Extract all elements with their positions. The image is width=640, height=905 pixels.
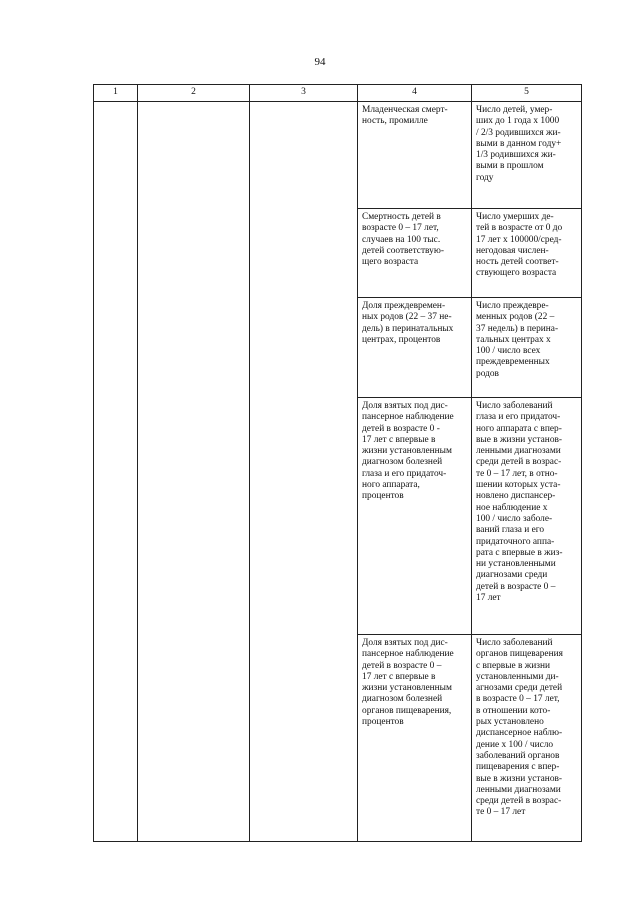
indicators-table	[93, 84, 582, 842]
indicator-cell	[358, 398, 472, 635]
indicator-text: Смертность детей в возрасте 0 – 17 лет, случаев на 100 тыс. детей соответствую- щего возраста	[362, 212, 444, 268]
formula-cell	[472, 102, 582, 209]
col-3-empty-cell	[250, 102, 358, 842]
indicator-cell	[358, 209, 472, 298]
indicator-text: Доля взятых под дис- пансерное наблюдение детей в возрасте 0 – 17 лет с впервые в жизни установленным диагнозом болезней органов пищеварения, процентов	[362, 638, 454, 728]
header-col-3: 3	[250, 85, 358, 102]
header-row	[94, 85, 582, 102]
formula-cell	[472, 398, 582, 635]
header-col-5: 5	[472, 85, 582, 102]
header-col-4: 4	[358, 85, 472, 102]
formula-text: Число заболеваний глаза и его придаточ- ного аппарата с впер- вые в жизни установ- ленными диагнозами среди детей в возрас- те 0 – 17 лет, в отно- шении которых уста- новлено диспансер- ное наблюдение х 100 / число заболе- ваний глаза и его придаточного аппа- рата с впервые в жиз- ни установленными диагнозами среди детей в возрасте 0 – 17 лет	[476, 401, 563, 604]
page-number: 94	[314, 56, 326, 68]
col-1-empty-cell	[94, 102, 138, 842]
formula-cell	[472, 209, 582, 298]
formula-text: Число заболеваний органов пищеварения с впервые в жизни установленными ди- агнозами среди детей в возрасте 0 – 17 лет, в отношении кото- рых установлено диспансерное наблю- дение х 100 / число заболеваний органов пищеварения с впер- вые в жизни установ- ленными диагнозами среди детей в возрас- те 0 – 17 лет	[476, 638, 563, 818]
formula-text: Число детей, умер- ших до 1 года х 1000 / 2/3 родившихся жи- выми в данном году+ 1/3 родившихся жи- выми в прошлом году	[476, 105, 562, 183]
header-col-2: 2	[138, 85, 250, 102]
formula-text: Число преждевре- менных родов (22 – 37 недель) в перина- тальных центрах х 100 / число всех преждевременных родов	[476, 301, 559, 379]
indicator-text: Доля взятых под дис- пансерное наблюдение детей в возрасте 0 - 17 лет с впервые в жизни установленным диагнозом болезней глаза и его придаточ- ного аппарата, процентов	[362, 401, 454, 502]
formula-text: Число умерших де- тей в возрасте от 0 до 17 лет х 100000/сред- негодовая числен- ность детей соответ- ствующего возраста	[476, 212, 563, 279]
indicator-text: Младенческая смерт- ность, промилле	[362, 105, 448, 127]
indicator-text: Доля преждевремен- ных родов (22 – 37 не- дель) в перинатальных центрах, процентов	[362, 301, 454, 345]
col-2-empty-cell	[138, 102, 250, 842]
header-col-1: 1	[94, 85, 138, 102]
formula-cell	[472, 298, 582, 398]
indicator-cell	[358, 298, 472, 398]
table-row	[94, 102, 582, 209]
formula-cell	[472, 635, 582, 842]
indicator-cell	[358, 102, 472, 209]
indicator-cell	[358, 635, 472, 842]
